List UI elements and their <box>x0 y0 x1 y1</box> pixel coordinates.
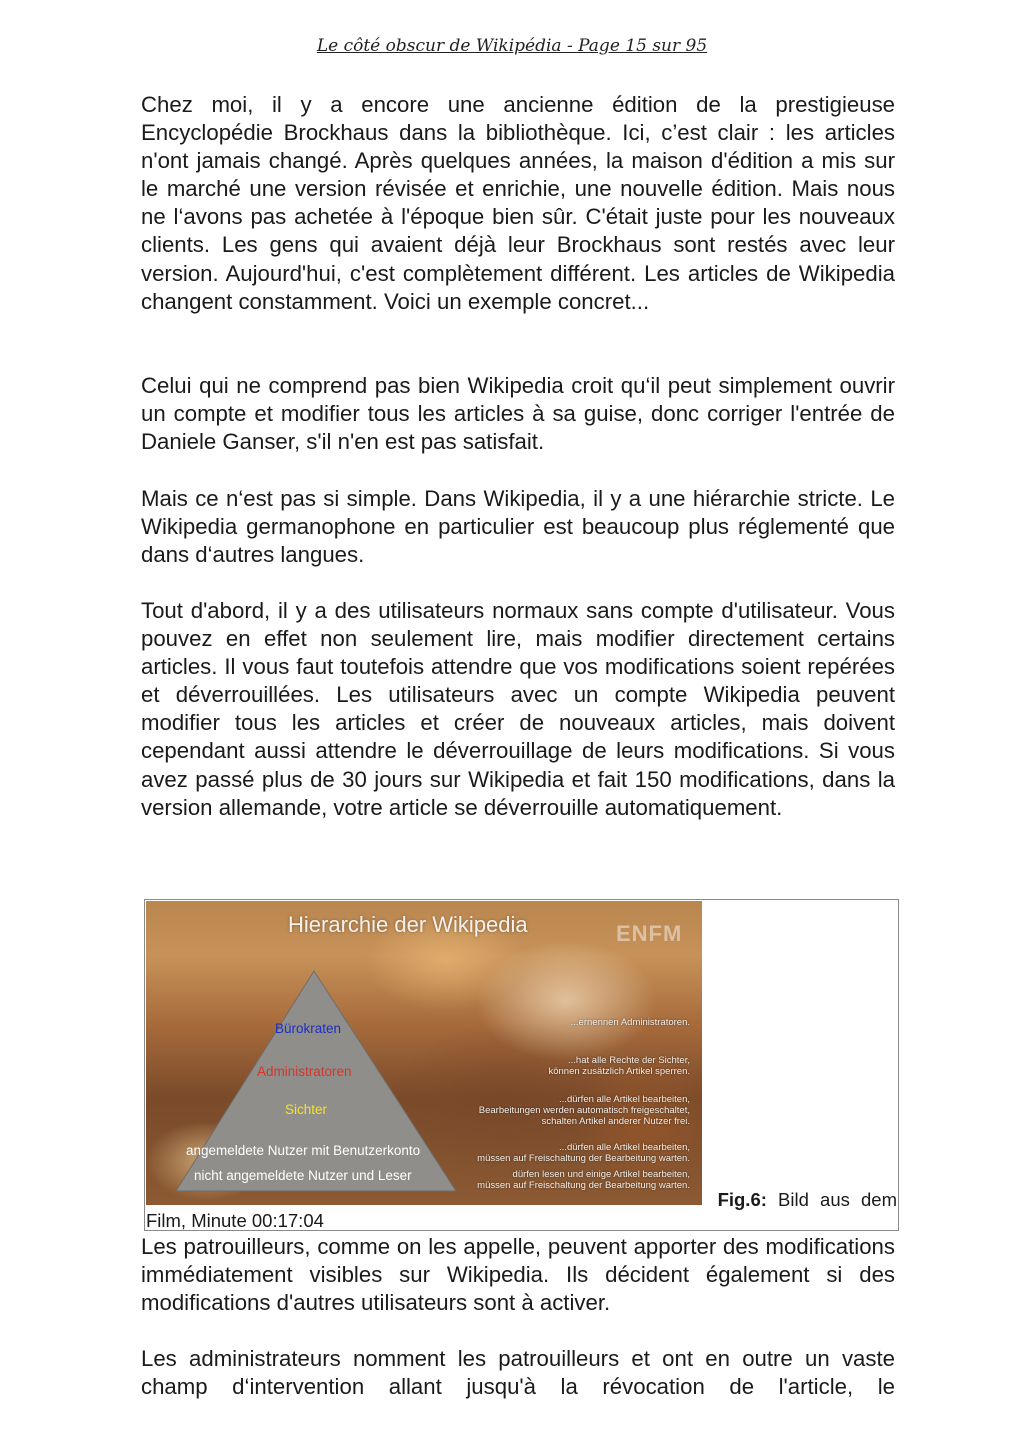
figure-watermark: ENFM <box>616 921 683 946</box>
figure-title: Hierarchie der Wikipedia <box>288 912 528 937</box>
paragraph-brockhaus: Chez moi, il y a encore une ancienne édition de la prestigieuse Encyclopédie Brockhaus dans la bibliothèque. Ici, c’est clair : les articles n'ont jamais changé. Après quelques années, la maison d'édition a mis sur le marché une version révisée et enrichie, une nouvelle édition. Mais nous ne l‘avons pas achetée à l'époque bien sûr. C'était juste pour les nouveaux clients. Les gens qui avaient déjà leur Brockhaus sont restés avec leur version. Aujourd'hui, c'est complètement différent. Les articles de Wikipedia changent constamment. Voici un exemple concret... <box>141 92 895 314</box>
level-administratoren: Administratoren <box>257 1064 352 1079</box>
figure-caption-text: Bild aus dem <box>778 1189 897 1210</box>
figure-image <box>146 901 702 1205</box>
level-angemeldete: angemeldete Nutzer mit Benutzerkonto <box>186 1143 421 1158</box>
paragraph-compte: Celui qui ne comprend pas bien Wikipedia croit qu‘il peut simplement ouvrir un compte et modifier tous les articles à sa guise, donc corriger l'entrée de Daniele Ganser, s'il n'en est pas satisfait. <box>141 373 895 455</box>
desc-nicht-angemeldete: dürfen lesen und einige Artikel bearbeiten, müssen auf Freischaltung der Bearbeitung warten. <box>477 1169 690 1191</box>
paragraph-hierarchie: Mais ce n‘est pas si simple. Dans Wikipedia, il y a une hiérarchie stricte. Le Wikipedia germanophone en particulier est beaucoup plus réglementé que dans d‘autres langues. <box>141 486 895 568</box>
desc-burokraten: ...ernennen Administratoren. <box>570 1017 690 1028</box>
level-sichter: Sichter <box>285 1102 328 1117</box>
level-burokraten: Bürokraten <box>275 1021 342 1036</box>
paragraph-patrouilleurs: Les patrouilleurs, comme on les appelle, peuvent apporter des modifications immédiatement visibles sur Wikipedia. Ils décident également si des modifications d'autres utilisateurs sont à activer. <box>141 1234 895 1316</box>
figure-caption <box>707 1189 897 1211</box>
desc-administratoren: ...hat alle Rechte der Sichter, können zusätzlich Artikel sperren. <box>548 1055 690 1077</box>
figure <box>144 899 899 1231</box>
level-nicht-angemeldete: nicht angemeldete Nutzer und Leser <box>194 1168 412 1183</box>
desc-sichter: ...dürfen alle Artikel bearbeiten, Bearbeitungen werden automatisch freigeschaltet, schalten Artikel anderer Nutzer frei. <box>478 1094 690 1127</box>
paragraph-administrateurs: Les administrateurs nomment les patrouilleurs et ont en outre un vaste champ d‘intervention allant jusqu'à la révocation de l'article, le <box>141 1346 895 1400</box>
desc-angemeldete: ...dürfen alle Artikel bearbeiten, müssen auf Freischaltung der Bearbeitung warten. <box>477 1142 690 1164</box>
page-header: Le côté obscur de Wikipédia - Page 15 sur 95 <box>316 36 708 56</box>
paragraph-utilisateurs: Tout d'abord, il y a des utilisateurs normaux sans compte d'utilisateur. Vous pouvez en effet non seulement lire, mais modifier directement certains articles. Il vous faut toutefois attendre que vos modifications soient repérées et déverrouillées. Les utilisateurs avec un compte Wikipedia peuvent modifier tous les articles et créer de nouveaux articles, mais doivent cependant aussi attendre le déverrouillage de leurs modifications. Si vous avez passé plus de 30 jours sur Wikipedia et fait 150 modifications, dans la version allemande, votre article se déverrouille automatiquement. <box>141 598 895 820</box>
figure-caption-continued: Film, Minute 00:17:04 <box>146 1210 324 1231</box>
figure-caption-label: Fig.6: <box>717 1189 767 1210</box>
